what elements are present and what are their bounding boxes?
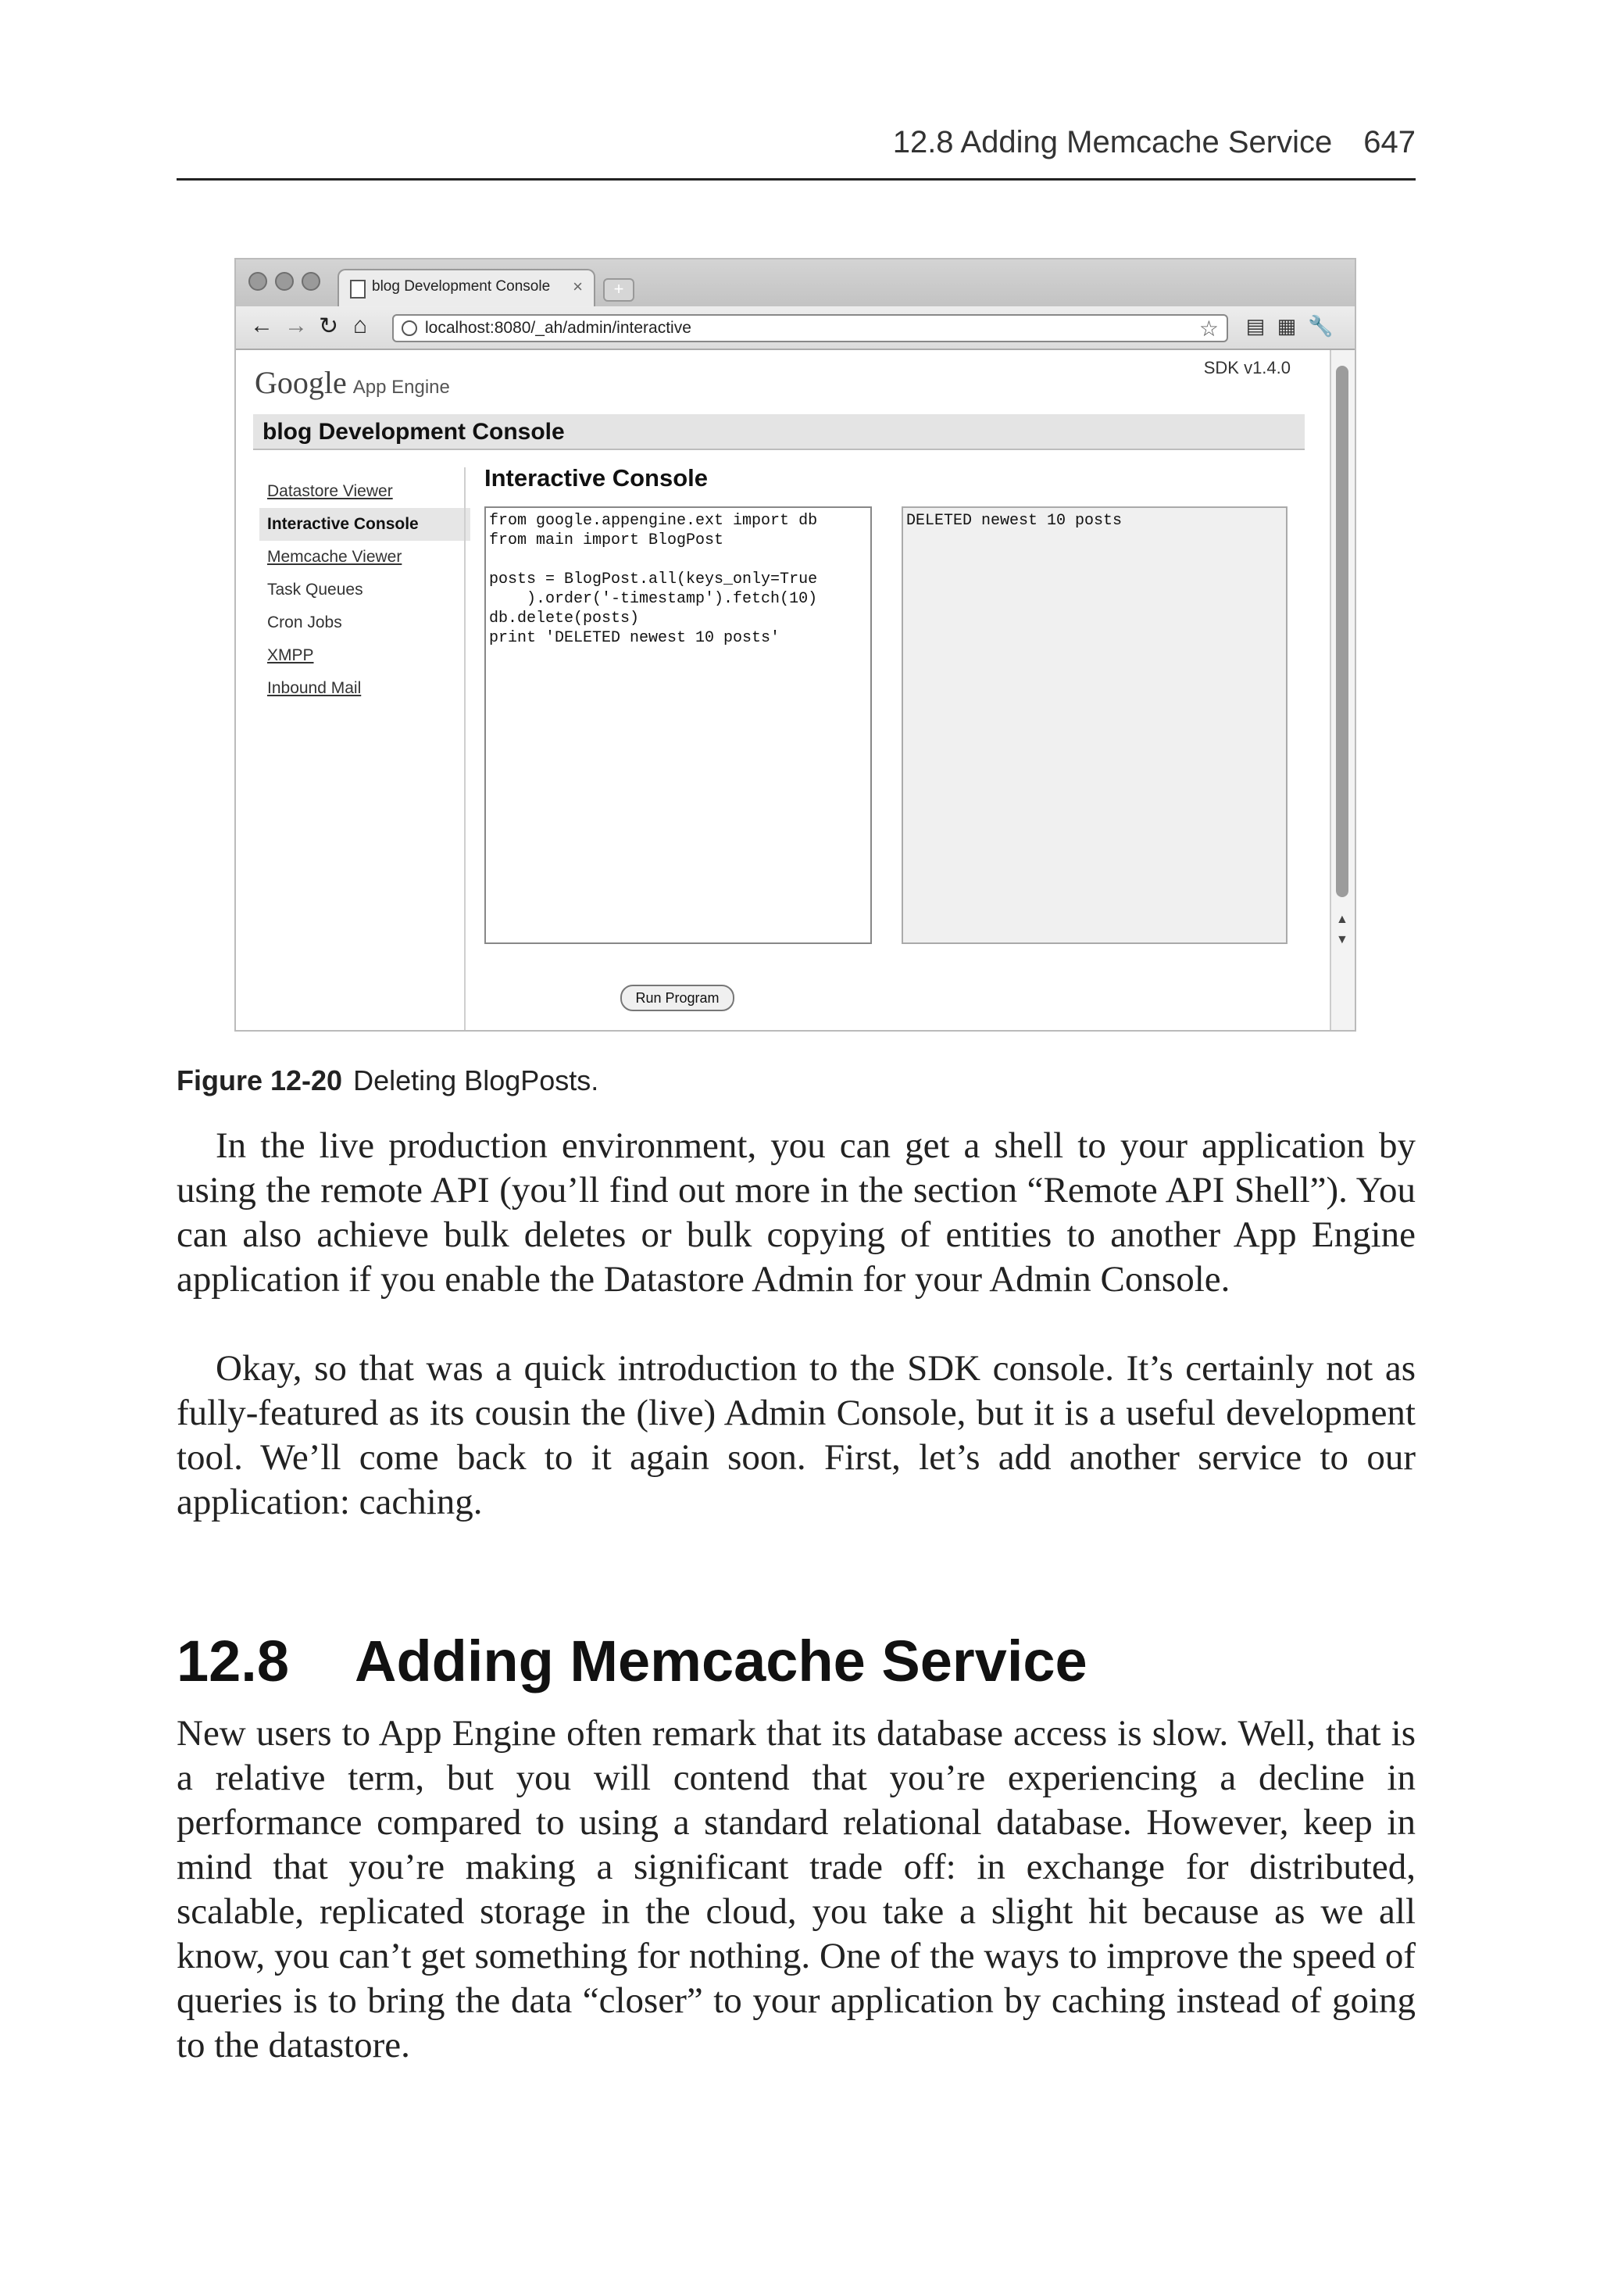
globe-icon <box>402 320 417 336</box>
code-text: from google.appengine.ext import db from main import BlogPost posts = BlogPost.all(keys_only=True ).order('-timestamp').fetch(10) db.delete(posts) print 'DELETED newest 10 posts' <box>489 512 818 647</box>
scrollbar-thumb[interactable] <box>1336 366 1348 897</box>
url-text: localhost:8080/_ah/admin/interactive <box>425 319 691 337</box>
sidebar-item-memcache-viewer[interactable]: Memcache Viewer <box>267 548 402 566</box>
sidebar-divider <box>464 467 466 1030</box>
section-heading <box>177 1628 1416 1694</box>
forward-arrow-icon[interactable]: → <box>284 313 308 338</box>
wrench-icon[interactable]: 🔧 <box>1308 314 1334 338</box>
output-panel <box>902 506 1288 944</box>
run-program-button[interactable]: Run Program <box>620 985 734 1011</box>
header-rule <box>177 178 1416 181</box>
scrollbar[interactable] <box>1330 350 1355 1032</box>
sdk-version: SDK v1.4.0 <box>1203 358 1291 377</box>
running-header-section: 12.8 Adding Memcache Service <box>892 125 1333 159</box>
tab-title: blog Development Console <box>372 278 551 295</box>
sidebar-item-task-queues[interactable]: Task Queues <box>267 581 363 599</box>
document-icon <box>350 280 366 299</box>
browser-screenshot <box>234 258 1356 1032</box>
maximize-window-icon[interactable] <box>302 272 320 291</box>
section-title: Adding Memcache Service <box>355 1629 1088 1693</box>
sidebar-item-inbound-mail[interactable]: Inbound Mail <box>267 679 362 697</box>
paragraph-1: In the live production environment, you can get a shell to your application by using the remote API (you’ll find out more in the section “Remote API Shell”). You can also achieve bulk deletes or bulk copying of entities to another App Engine application if you enable the Datastore Admin for your Admin Console. <box>177 1125 1416 1300</box>
minimize-window-icon[interactable] <box>275 272 294 291</box>
panel-title: Interactive Console <box>484 464 708 492</box>
close-window-icon[interactable] <box>248 272 267 291</box>
new-tab-button[interactable]: + <box>603 278 634 302</box>
back-arrow-icon[interactable]: ← <box>250 313 273 338</box>
browser-tab[interactable] <box>338 269 595 306</box>
page-number: 647 <box>1363 125 1416 159</box>
running-header <box>177 125 1416 160</box>
home-icon[interactable]: ⌂ <box>353 313 368 338</box>
figure-caption <box>177 1064 598 1097</box>
page-menu-icon[interactable]: ▤ <box>1245 314 1266 338</box>
paragraph-2: Okay, so that was a quick introduction to the SDK console. It’s certainly not as fully-featured as its cousin the (live) Admin Console, but it is a useful development tool. We’ll come back to it again soon. First, let’s add another service to our application: caching. <box>177 1348 1416 1522</box>
sidebar-item-xmpp[interactable]: XMPP <box>267 646 314 664</box>
page-content <box>236 350 1330 1032</box>
browser-toolbar <box>236 306 1355 350</box>
sidebar-item-datastore-viewer[interactable]: Datastore Viewer <box>267 482 393 500</box>
admin-sidebar <box>259 475 470 705</box>
output-text: DELETED newest 10 posts <box>906 512 1123 530</box>
translate-icon[interactable]: ▦ <box>1277 314 1297 338</box>
address-bar[interactable] <box>392 314 1228 342</box>
reload-icon[interactable]: ↻ <box>319 313 339 339</box>
app-engine-logo: Google App Engine <box>255 365 450 400</box>
bookmark-star-icon[interactable]: ☆ <box>1198 317 1219 341</box>
sidebar-item-cron-jobs[interactable]: Cron Jobs <box>267 613 342 631</box>
section-body: New users to App Engine often remark that its database access is slow. Well, that is a relative term, but you will contend that you’re experiencing a decline in performance compared to using a standard relational database. However, keep in mind that you’re making a significant trade off: in exchange for distributed, scalable, replicated storage in the cloud, you take a slight hit because as we all know, you can’t get something for nothing. One of the ways to improve the speed of queries is to bring the data “closer” to your application by caching instead of going to the datastore. <box>177 1713 1416 2065</box>
figure-label: Figure 12-20 <box>177 1064 343 1096</box>
scroll-down-icon[interactable]: ▼ <box>1336 933 1348 946</box>
section-number: 12.8 <box>177 1629 290 1693</box>
scroll-up-icon[interactable]: ▲ <box>1336 913 1348 926</box>
browser-titlebar <box>236 259 1355 306</box>
console-header <box>253 414 1305 450</box>
sidebar-item-interactive-console[interactable]: Interactive Console <box>259 508 470 541</box>
console-title: blog Development Console <box>262 419 565 445</box>
tab-close-icon[interactable]: × <box>573 277 583 296</box>
figure-caption-text: Deleting BlogPosts. <box>353 1064 599 1096</box>
code-input[interactable] <box>484 506 872 944</box>
